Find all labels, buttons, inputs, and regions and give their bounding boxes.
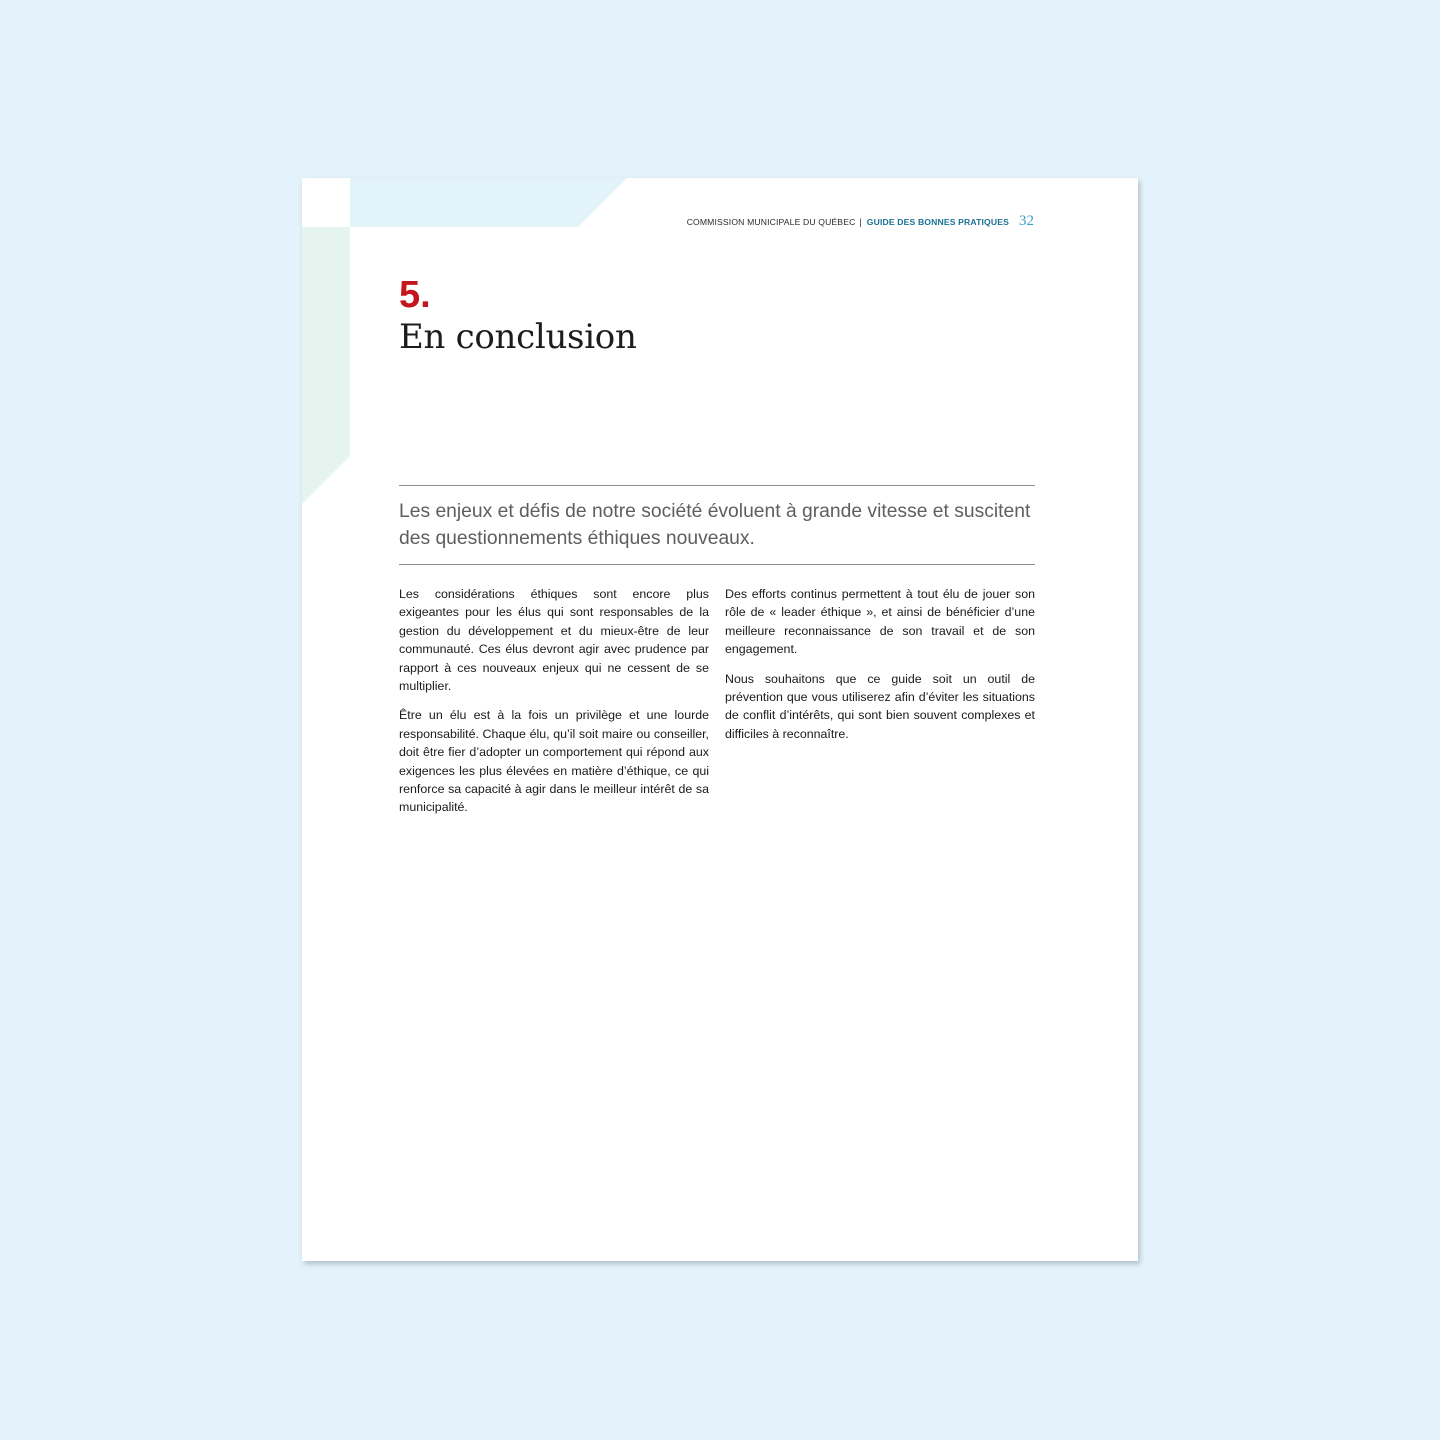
chapter-title: En conclusion [399,317,637,357]
body-column-left [399,585,709,828]
body-paragraph: Être un élu est à la fois un privilège et une lourde responsabilité. Chaque élu, qu’il soit maire ou conseiller, doit être fier d’adopter un comportement qui répond aux exigences les plus élevées en matière d’éthique, ce qui renforce sa capacité à agir dans le meilleur intérêt de sa municipalité. [399,708,709,815]
lead-bottom-divider [399,564,1035,565]
running-header [687,213,1034,230]
corner-band-top [350,178,627,227]
body-paragraph: Les considérations éthiques sont encore plus exigeantes pour les élus qui sont responsables de la gestion du développement et du mieux-être de leur communauté. Ces élus devront agir avec prudence par rapport à ces nouveaux enjeux qui ne cessent de se multiplier. [399,587,709,694]
page-number: 32 [1019,213,1034,229]
body-paragraph: Des efforts continus permettent à tout élu de jouer son rôle de « leader éthique », et ainsi de bénéficier d’une meilleure reconnaissance de son travail et de son engagement. [725,587,1035,657]
header-organization: COMMISSION MUNICIPALE DU QUÉBEC [686,217,856,227]
header-guide-title: GUIDE DES BONNES PRATIQUES [866,217,1009,227]
corner-band-left [302,227,350,504]
body-paragraph: Nous souhaitons que ce guide soit un outil de prévention que vous utiliserez afin d’éviter les situations de conflit d’intérêts, qui sont bien souvent complexes et difficiles à reconnaître. [725,671,1035,741]
chapter-number: 5. [399,274,431,316]
document-page [302,178,1138,1261]
header-separator: | [859,217,862,227]
body-column-right [725,585,1035,754]
lead-top-divider [399,485,1035,486]
lead-paragraph: Les enjeux et défis de notre société évoluent à grande vitesse et suscitent des questionnements éthiques nouveaux. [399,501,1031,549]
